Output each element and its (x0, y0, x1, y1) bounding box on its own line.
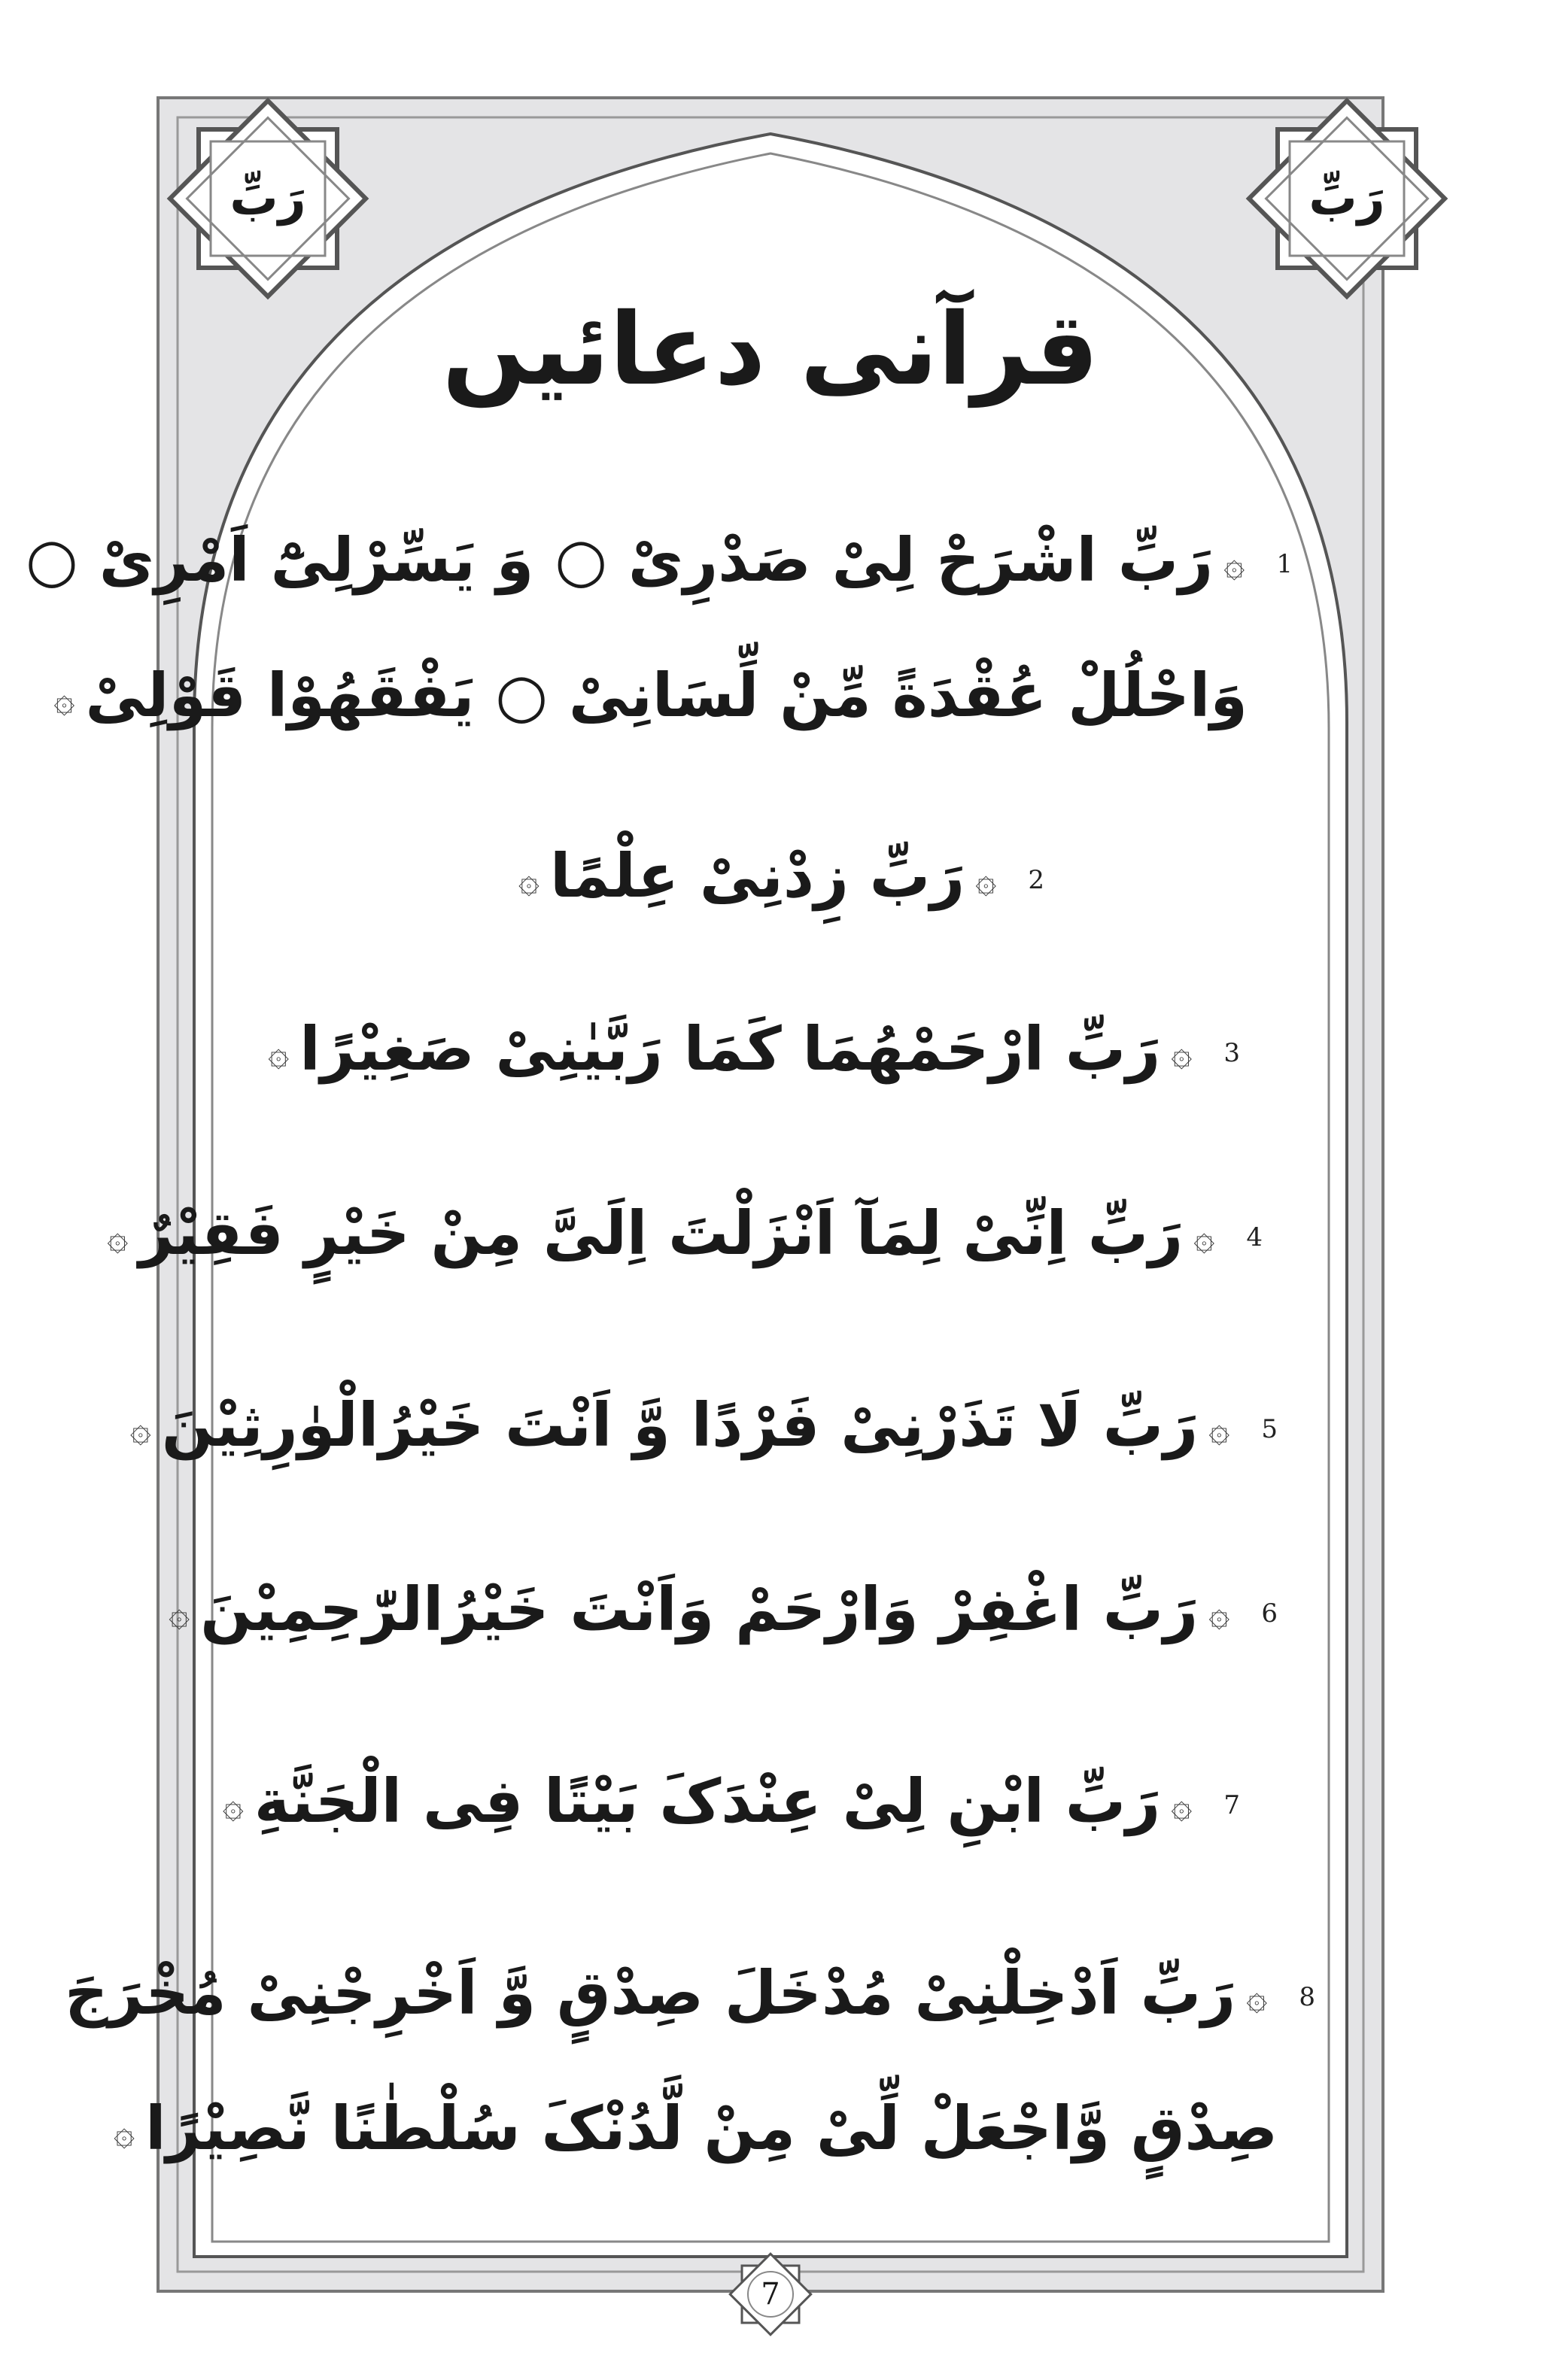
dua-text-line: رَبِّ ارْحَمْهُمَا کَمَا رَبَّیٰنِیْ صَغِیْرًا (299, 1014, 1161, 1084)
ornament-open-icon: ۞ (1193, 1216, 1215, 1259)
badge-label-left: رَبِّ (229, 171, 306, 226)
ornament-close-icon: ۞ (268, 1032, 290, 1075)
ornament-open-icon: ۞ (1171, 1032, 1193, 1075)
ornament-close-icon: ۞ (222, 1784, 244, 1827)
dua-text-line: صِدْقٍ وَّاجْعَلْ لِّیْ مِنْ لَّدُنْکَ سُلْطٰنًا نَّصِیْرًا (145, 2093, 1278, 2163)
dua-text-line: رَبِّ لَا تَذَرْنِیْ فَرْدًا وَّ اَنْتَ خَیْرُالْوٰرِثِیْنَ (161, 1390, 1199, 1460)
dua-number: 2 (1028, 865, 1044, 896)
dua-8 (65, 1952, 1315, 2038)
ornament-open-icon: ۞ (975, 859, 997, 902)
dua-number: 6 (1261, 1598, 1278, 1629)
dua-1 (26, 519, 1293, 606)
dua-7 (212, 1760, 1240, 1847)
ornament-close-icon: ۞ (169, 1592, 190, 1635)
dua-number: 5 (1261, 1414, 1278, 1445)
ornament-close-icon: ۞ (518, 859, 540, 902)
ornament-open-icon: ۞ (1208, 1408, 1230, 1451)
dua-text-line: رَبِّ ابْنِ لِیْ عِنْدَکَ بَیْتًا فِی الْجَنَّةِ (254, 1766, 1161, 1836)
ornament-close-icon: ۞ (129, 1408, 151, 1451)
dua-8-continued (103, 2087, 1278, 2174)
dua-number: 4 (1246, 1222, 1263, 1253)
dua-text-line: رَبِّ زِدْنِیْ عِلْمًا (550, 841, 965, 911)
dua-text-line: وَاحْلُلْ عُقْدَةً مِّنْ لِّسَانِیْ ○ یَفْقَهُوْا قَوْلِیْ (85, 660, 1248, 730)
page-title: قرآنی دعائیں (442, 292, 1099, 408)
dua-2 (508, 835, 1044, 921)
ornament-close-icon: ۞ (53, 678, 75, 721)
dua-text-line: رَبِّ اَدْخِلْنِیْ مُدْخَلَ صِدْقٍ وَّ اَخْرِجْنِیْ مُخْرَجَ (65, 1958, 1236, 2028)
ornament-open-icon: ۞ (1208, 1592, 1230, 1635)
dua-number: 1 (1276, 549, 1293, 580)
dua-1-continued (43, 654, 1248, 741)
ornament-open-icon: ۞ (1171, 1784, 1193, 1827)
dua-6 (158, 1568, 1278, 1655)
dua-text-line: رَبِّ اشْرَحْ لِیْ صَدْرِیْ ○ وَ یَسِّرْلِیْٓ اَمْرِیْ ○ (26, 525, 1214, 595)
dua-5 (120, 1384, 1278, 1471)
dua-number: 7 (1223, 1790, 1240, 1821)
dua-number: 8 (1299, 1982, 1315, 2013)
dua-number: 3 (1223, 1038, 1240, 1069)
ornament-open-icon: ۞ (1223, 543, 1245, 586)
ornament-open-icon: ۞ (1246, 1976, 1268, 2019)
ornament-close-icon: ۞ (113, 2111, 135, 2154)
ornament-close-icon: ۞ (107, 1216, 129, 1259)
dua-3 (257, 1008, 1240, 1094)
dua-text-line: رَبِّ اغْفِرْ وَارْحَمْ وَاَنْتَ خَیْرُالرّٰحِمِیْنَ (200, 1574, 1199, 1644)
dua-4 (96, 1192, 1263, 1279)
page-number: 7 (761, 2277, 780, 2312)
dua-text-line: رَبِّ اِنِّیْ لِمَآ اَنْزَلْتَ اِلَیَّ مِنْ خَیْرٍ فَقِیْرٌ (138, 1198, 1184, 1268)
badge-label-right: رَبِّ (1308, 171, 1385, 226)
